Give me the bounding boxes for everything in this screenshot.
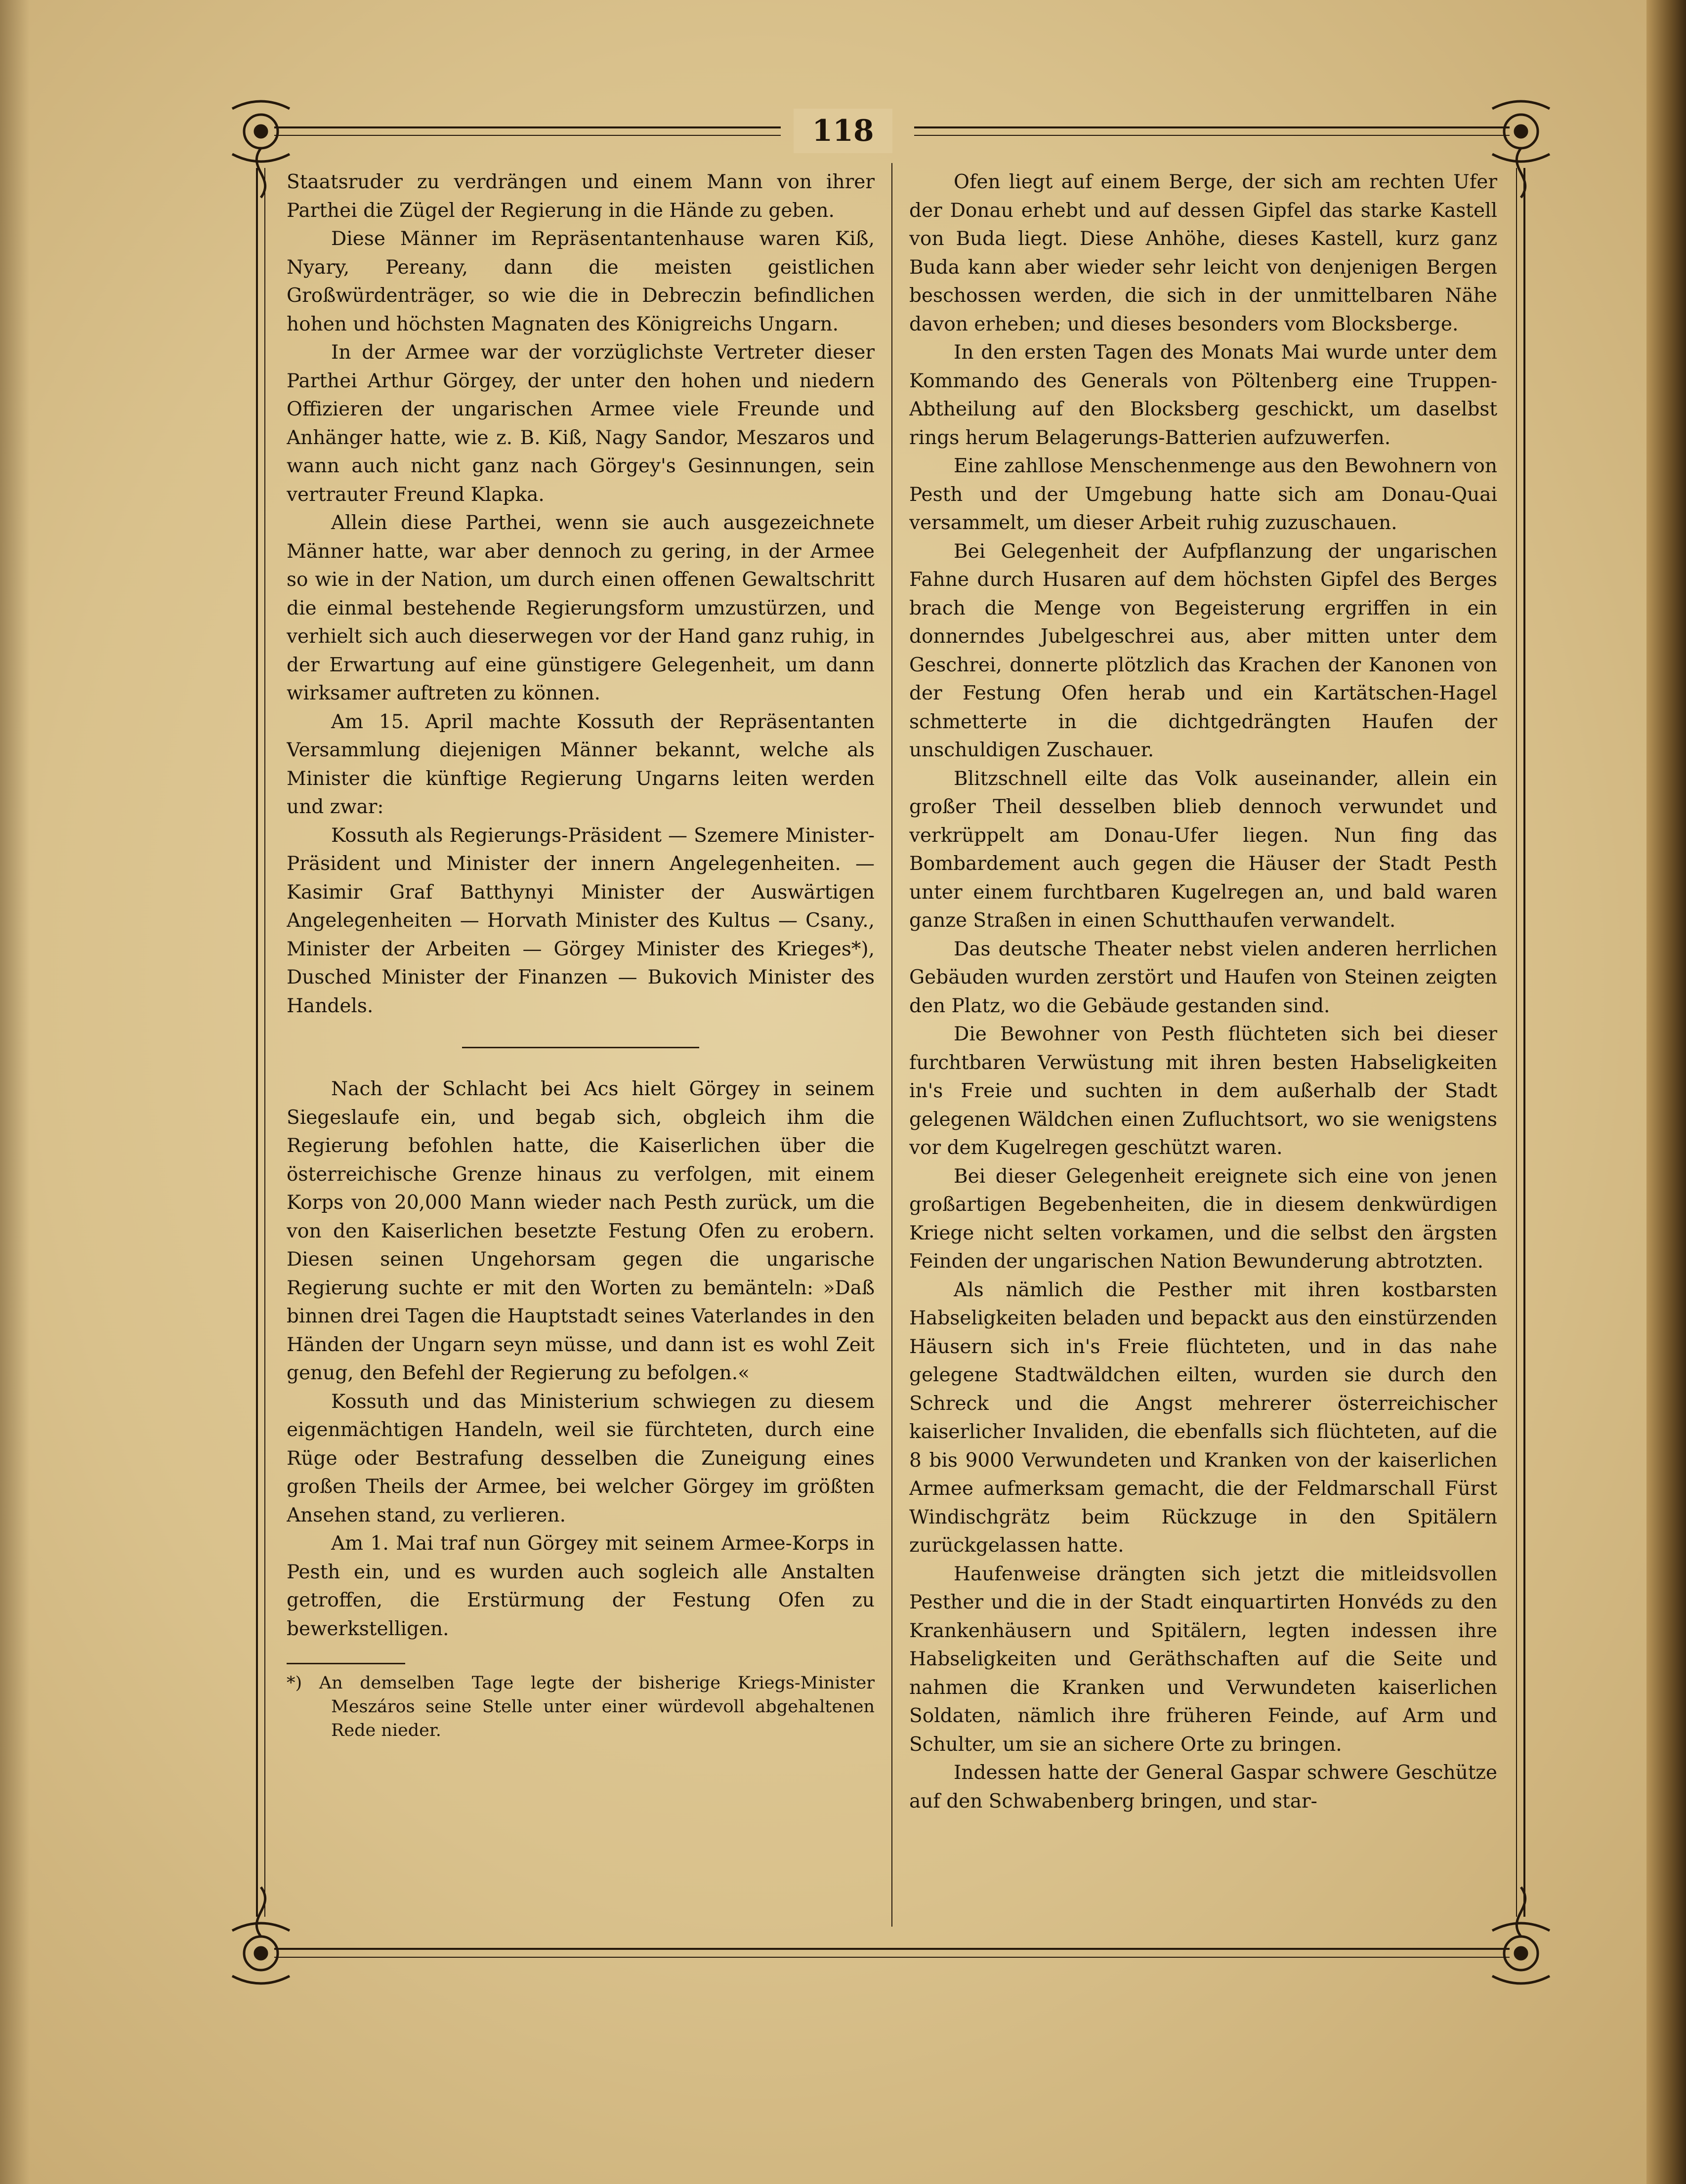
footnote-rule: [287, 1663, 405, 1664]
left-column: [287, 168, 875, 1937]
page-number: 118: [794, 109, 892, 153]
corner-ornament-top-right: [1492, 101, 1550, 198]
paragraph: Als nämlich die Pesther mit ihren kostbarsten Habseligkeiten beladen und bepackt aus den einstürzenden Häusern sich in's Freie flüchteten, und in das nahe gelegene Stadtwäldchen eilten, wurden sie durch den Schreck und die Angst mehrerer österreichischer kaiserlicher Invaliden, die ebenfalls sich flüchteten, auf die 8 bis 9000 Verwundeten und Kranken von der kaiserlichen Armee aufmerksam gemacht, die der Feldmarschall Fürst Windischgrätz beim Rückzuge in den Spitälern zurückgelassen hatte.: [909, 1278, 1497, 1557]
paragraph: Diese Männer im Repräsentantenhause waren Kiß, Nyary, Pereany, dann die meisten geistlichen Großwürdenträger, so wie die in Debreczin befindlichen hohen und höchsten Magnaten des Königreichs Ungarn.: [287, 228, 875, 335]
bottom-rule: [274, 1949, 1510, 1957]
paragraph: Nach der Schlacht bei Acs hielt Görgey in seinem Siegeslaufe ein, und begab sich, obgleich ihm die Regierung befohlen hatte, die Kaiserlichen über die österreichische Grenze hinaus zu verfolgen, mit einem Korps von 20,000 Mann wieder nach Pesth zurück, um die von den Kaiserlichen besetzte Festung Ofen zu erobern. Diesen seinen Ungehorsam gegen die ungarische Regierung suchte er mit den Worten zu bemänteln: »Daß binnen drei Tagen die Hauptstadt seines Vaterlandes in den Händen der Ungarn seyn müsse, und dann ist es wohl Zeit genug, den Befehl der Regierung zu befolgen.«: [287, 1078, 875, 1384]
paragraph: Am 1. Mai traf nun Görgey mit seinem Armee-Korps in Pesth ein, und es wurden auch sogleich alle Anstalten getroffen, die Erstürmung der Festung Ofen zu bewerkstelligen.: [287, 1532, 875, 1640]
paragraph: Eine zahllose Menschenmenge aus den Bewohnern von Pesth und der Umgebung hatte sich am Donau-Quai versammelt, um dieser Arbeit ruhig zuzuschauen.: [909, 455, 1497, 534]
section-rule: [462, 1047, 699, 1048]
right-border: [1517, 168, 1524, 1917]
paragraph: Indessen hatte der General Gaspar schwere Geschütze auf den Schwabenberg bringen, und star-: [909, 1762, 1497, 1813]
paragraph: Ofen liegt auf einem Berge, der sich am rechten Ufer der Donau erhebt und auf dessen Gipfel das starke Kastell von Buda liegt. Diese Anhöhe, dieses Kastell, kurz ganz Buda kann aber wieder sehr leicht von denjenigen Bergen beschossen werden, die sich in der unmittelbaren Nähe davon erheben; und dieses besonders vom Blocksberge.: [909, 171, 1497, 335]
paragraph: Bei dieser Gelegenheit ereignete sich eine von jenen großartigen Begebenheiten, die in diesem denkwürdigen Kriege nicht selten vorkamen, und die selbst den ärgsten Feinden der ungarischen Nation Bewunderung abtrotzten.: [909, 1165, 1497, 1273]
paragraph: Das deutsche Theater nebst vielen anderen herrlichen Gebäuden wurden zerstört und Haufen von Steinen zeigten den Platz, wo die Gebäude gestanden sind.: [909, 938, 1497, 1017]
paragraph: In den ersten Tagen des Monats Mai wurde unter dem Kommando des Generals von Pöltenberg eine Truppen-Abtheilung auf den Blocksberg geschickt, um daselbst rings herum Belagerungs-Batterien aufzuwerfen.: [909, 341, 1497, 449]
paragraph: Allein diese Parthei, wenn sie auch ausgezeichnete Männer hatte, war aber dennoch zu gering, in der Armee so wie in der Nation, um durch einen offenen Gewaltschritt die einmal bestehende Regierungsform umzustürzen, und verhielt sich auch dieserwegen vor der Hand ganz ruhig, in der Erwartung auf eine günstigere Gelegenheit, um dann wirksamer auftreten zu können.: [287, 512, 875, 704]
paragraph: Die Bewohner von Pesth flüchteten sich bei dieser furchtbaren Verwüstung mit ihren besten Habseligkeiten in's Freie und suchten in dem außerhalb der Stadt gelegenen Wäldchen einen Zufluchtsort, wo sie wenigstens vor dem Kugelregen geschützt waren.: [909, 1023, 1497, 1159]
paragraph: Staatsruder zu verdrängen und einem Mann von ihrer Parthei die Zügel der Regierung in die Hände zu geben.: [287, 171, 875, 222]
right-column: [909, 168, 1497, 1937]
left-border: [257, 168, 265, 1917]
ministers-list: Kossuth als Regierungs-Präsident — Szemere Minister-Präsident und Minister der innern Angelegenheiten. — Kasimir Graf Batthynyi Minister der Auswärtigen Angelegenheiten — Horvath Minister des Kultus — Csany., Minister der Arbeiten — Görgey Minister des Krieges*), Dusched Minister der Finanzen — Bukovich Minister des Handels.: [287, 824, 875, 1017]
corner-ornament-bottom-left: [232, 1887, 290, 1983]
footnote: *) An demselben Tage legte der bisherige Kriegs-Minister Meszáros seine Stelle unter einer würdevoll abgehaltenen Rede nieder.: [287, 1673, 875, 1740]
paragraph: Am 15. April machte Kossuth der Repräsentanten Versammlung diejenigen Männer bekannt, welche als Minister die künftige Regierung Ungarns leiten werden und zwar:: [287, 710, 875, 818]
corner-ornament-bottom-right: [1492, 1887, 1550, 1983]
paragraph: Blitzschnell eilte das Volk auseinander, allein ein großer Theil desselben blieb dennoch verwundet und verkrüppelt am Donau-Ufer liegen. Nun fing das Bombardement auch gegen die Häuser der Stadt Pesth unter einem furchtbaren Kugelregen an, und bald waren ganze Straßen in einen Schutthaufen verwandelt.: [909, 767, 1497, 932]
paragraph: In der Armee war der vorzüglichste Vertreter dieser Parthei Arthur Görgey, der unter den hohen und niedern Offizieren der ungarischen Armee viele Freunde und Anhänger hatte, wie z. B. Kiß, Nagy Sandor, Meszaros und wann auch nicht ganz nach Görgey's Gesinnungen, sein vertrauter Freund Klapka.: [287, 341, 875, 506]
paragraph: Kossuth und das Ministerium schwiegen zu diesem eigenmächtigen Handeln, weil sie fürchteten, durch eine Rüge oder Bestrafung desselben die Zuneigung eines großen Theils der Armee, bei welcher Görgey im größten Ansehen stand, zu verlieren.: [287, 1390, 875, 1526]
paragraph: Bei Gelegenheit der Aufpflanzung der ungarischen Fahne durch Husaren auf dem höchsten Gipfel des Berges brach die Menge von Begeisterung ergriffen in ein donnerndes Jubelgeschrei aus, aber mitten unter dem Geschrei, donnerte plötzlich das Krachen der Kanonen von der Festung Ofen herab und ein Kartätschen-Hagel schmetterte in die dichtgedrängten Haufen der unschuldigen Zuschauer.: [909, 540, 1497, 761]
corner-ornament-top-left: [232, 101, 290, 198]
paragraph: Haufenweise drängten sich jetzt die mitleidsvollen Pesther und die in der Stadt einquartirten Honvéds zu den Krankenhäusern und Spitälern, legten indessen ihre Habseligkeiten und Geräthschaften auf die Seite und nahmen die Kranken und Verwundeten kaiserlichen Soldaten, nämlich ihre früheren Feinde, auf Arm und Schulter, um sie an sichere Orte zu bringen.: [909, 1563, 1497, 1756]
